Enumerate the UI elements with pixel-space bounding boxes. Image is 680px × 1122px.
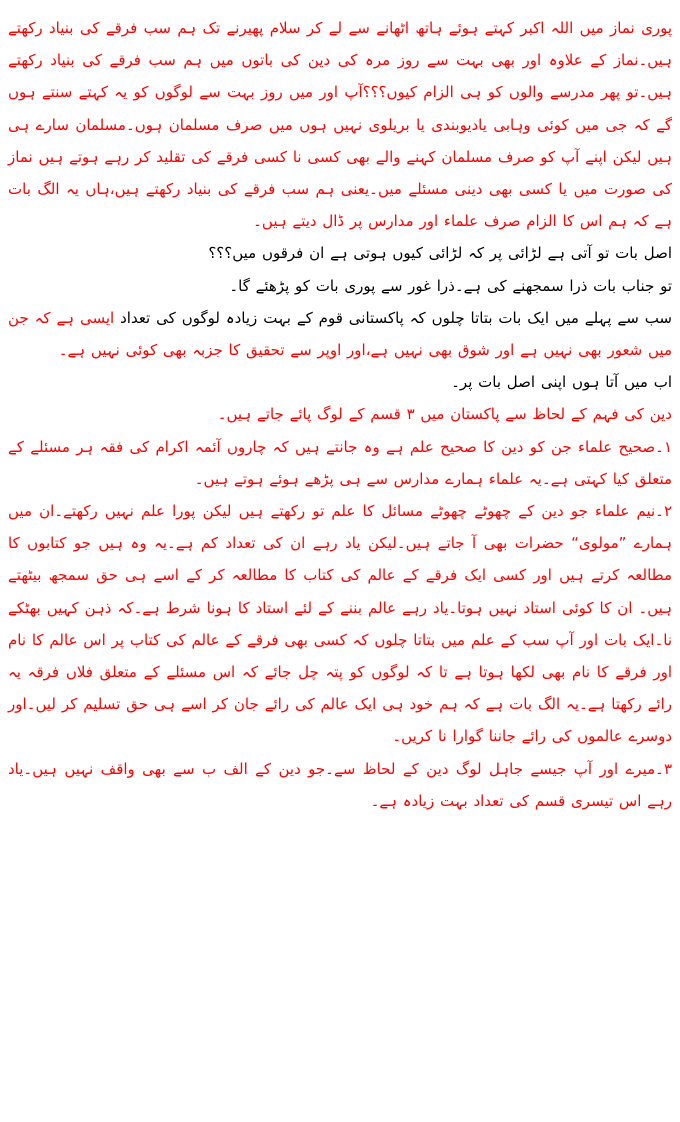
paragraph-main-point [8,366,672,398]
paragraph-understand-text: تو جناب بات ذرا سمجھنے کی ہے۔ذرا غور سے پوری بات کو پڑھئے گا۔ [229,276,672,295]
paragraph-three-types-text: دین کی فہم کے لحاظ سے پاکستان میں ۳ قسم کے لوگ پائے جاتے ہیں۔ [217,405,672,424]
list-item-2 [8,495,672,753]
paragraph-intro [8,12,672,237]
paragraph-nation-continuation: ایسی ہے کہ جن میں شعور بھی نہیں ہے اور شوق بھی نہیں ہے،اور اوپر سے تحقیق کا جزبہ بھی کوئی نہیں ہے۔ [8,308,672,360]
paragraph-three-types [8,398,672,430]
paragraph-question [8,237,672,269]
list-item-1 [8,431,672,495]
paragraph-nation-text: سب سے پہلے میں ایک بات بتاتا چلوں کہ پاکستانی قوم کے بہت زیادہ لوگوں کی تعداد [120,308,672,327]
list-item-3 [8,753,672,817]
paragraph-nation [8,302,672,366]
paragraph-intro-text: پوری نماز میں اللہ اکبر کہتے ہوئے ہاتھ اٹھانے سے لے کر سلام پھیرنے تک ہم سب فرقے کی بنیاد رکھتے ہیں۔نماز کے علاوہ اور بھی بہت سے روز مرہ کی دین کی باتوں میں ہم سب فرقے کی بنیاد رکھتے ہیں۔تو پھر مدرسے والوں کو ہی الزام کیوں؟؟؟آپ اور میں روز بہت سے لوگوں کو یہ کہتے سنتے ہوں گے کہ جی میں کوئی وہابی یادیوبندی یا بریلوی نہیں ہوں میں صرف مسلمان ہوں۔مسلمان سارے ہی ہیں لیکن اپنے آپ کو صرف مسلمان کہنے والے بھی کسی نا کسی فرقے کی تقلید کر رہے ہوتے ہیں نماز کی صورت میں یا کسی بھی دینی مسئلے میں۔یعنی ہم سب فرقے کی بنیاد رکھتے ہیں،ہاں یہ الگ بات ہے کہ ہم اس کا الزام صرف علماء اور مدارس پر ڈال دیتے ہیں۔ [8,19,672,231]
paragraph-understand [8,270,672,302]
paragraph-question-text: اصل بات تو آتی ہے لڑائی پر کہ لڑائی کیوں ہوتی ہے ان فرقوں میں؟؟؟ [208,244,672,263]
list-item-3-text: ۳۔میرے اور آپ جیسے جاہل لوگ دین کے لحاظ سے۔جو دین کے الف ب سے بھی واقف نہیں ہیں۔یاد رہے اس تیسری قسم کی تعداد بہت زیادہ ہے۔ [8,759,672,810]
list-item-2-text: ۲۔نیم علماء جو دین کے چھوٹے چھوٹے مسائل کا علم تو رکھتے ہیں لیکن پورا علم نہیں رکھتے۔ان میں ہمارے ”مولوی“ حضرات بھی آ جاتے ہیں۔لیکن یاد رہے ان کی تعداد کم ہے۔یہ وہ ہیں جو کتابوں کا مطالعہ کرتے ہیں اور کسی ایک فرقے کے عالم کی کتاب کا مطالعہ کر کے اسے ہی حق سمجھ بیٹھتے ہیں۔ ان کا کوئی استاد نہیں ہوتا۔یاد رہے عالم بننے کے لئے استاد کا ہونا شرط ہے۔کہ ذہن کہیں بھٹکے نا۔ایک بات اور آپ سب کے علم میں بتاتا چلوں کہ کسی بھی فرقے کے عالم کی کتاب پر اس عالم کا نام اور فرقے کا نام بھی لکھا ہوتا ہے تا کہ لوگوں کو پتہ چل جائے کہ اس مسئلے کے متعلق فلاں فرقہ یہ رائے رکھتا ہے۔یہ الگ بات ہے کہ ہم خود ہی ایک عالم کی رائے جان کر اسے ہی حق تسلیم کر لیں۔اور دوسرے عالموں کی رائے جاننا گوارا نا کریں۔ [8,502,672,746]
list-item-1-text: ۱۔صحیح علماء جن کو دین کا صحیح علم ہے وہ جانتے ہیں کہ چاروں آئمہ اکرام کی فقہ ہر مسئلے کے متعلق کیا کہتی ہے۔یہ علماء ہمارے مدارس سے ہی پڑھے ہوئے ہوتے ہیں۔ [8,437,672,488]
paragraph-main-point-text: اب میں آتا ہوں اپنی اصل بات پر۔ [451,373,672,392]
